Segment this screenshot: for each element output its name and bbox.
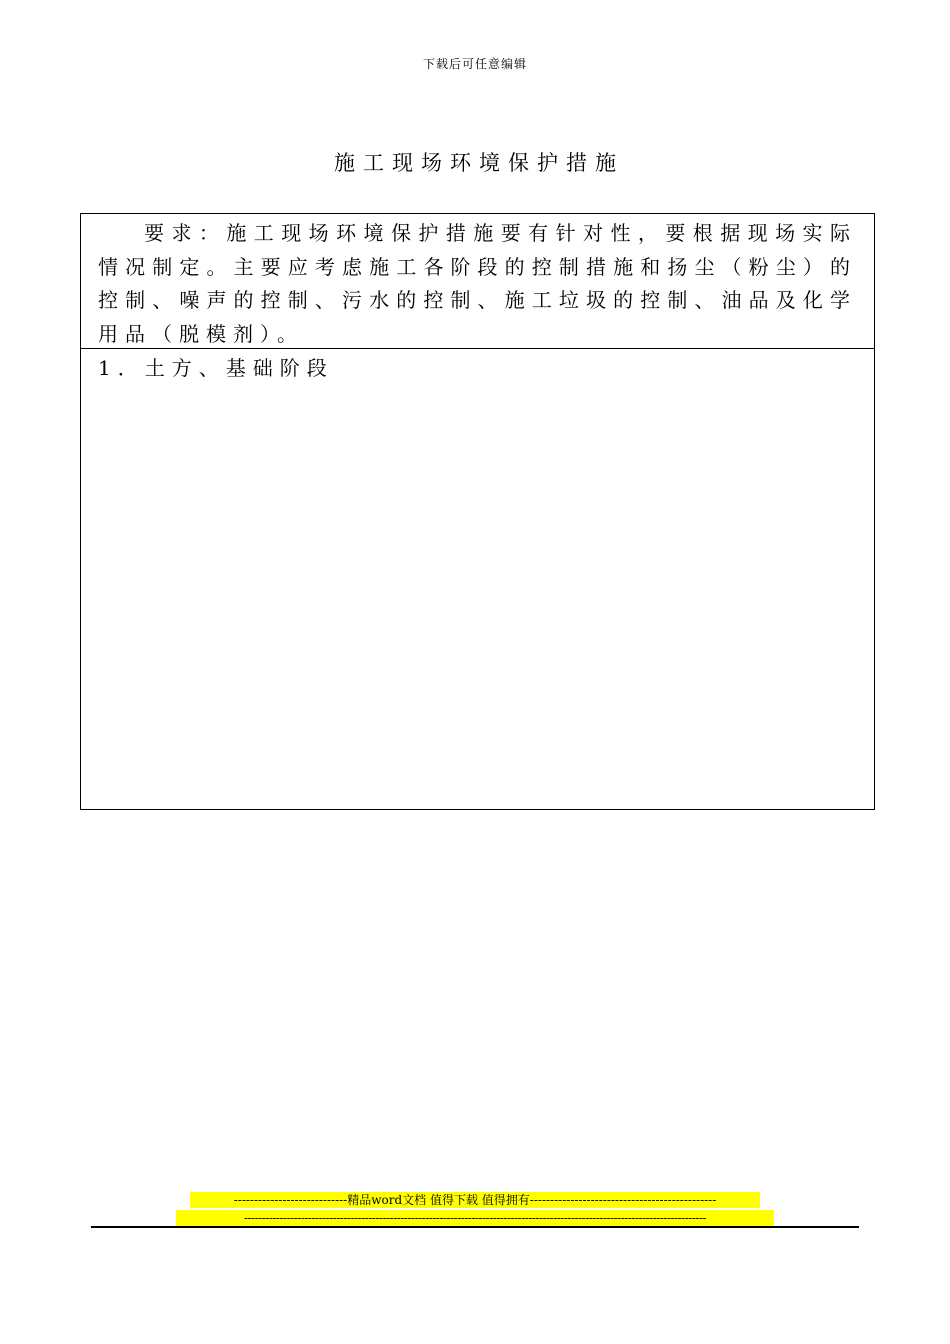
- measures-table: [80, 213, 875, 810]
- footer-banner-line-1: ----------------------------精品word文档 值得下载 值得拥有----------------------------------------------: [190, 1192, 760, 1208]
- requirement-cell: 要求：施工现场环境保护措施要有针对性，要根据现场实际情况制定。主要应考虑施工各阶段的控制措施和扬尘（粉尘）的控制、噪声的控制、污水的控制、施工垃圾的控制、油品及化学用品（脱模剂）。: [81, 214, 874, 349]
- document-title: 施工现场环境保护措施: [334, 151, 624, 175]
- footer-divider: [91, 1226, 859, 1228]
- stage-cell-earthwork-foundation[interactable]: 1．土方、基础阶段: [98, 356, 334, 380]
- footer-banner-line-2: ----------------------------------------------------------------------------------------------------------------------------------: [176, 1210, 774, 1226]
- header-note: 下载后可任意编辑: [422, 57, 527, 71]
